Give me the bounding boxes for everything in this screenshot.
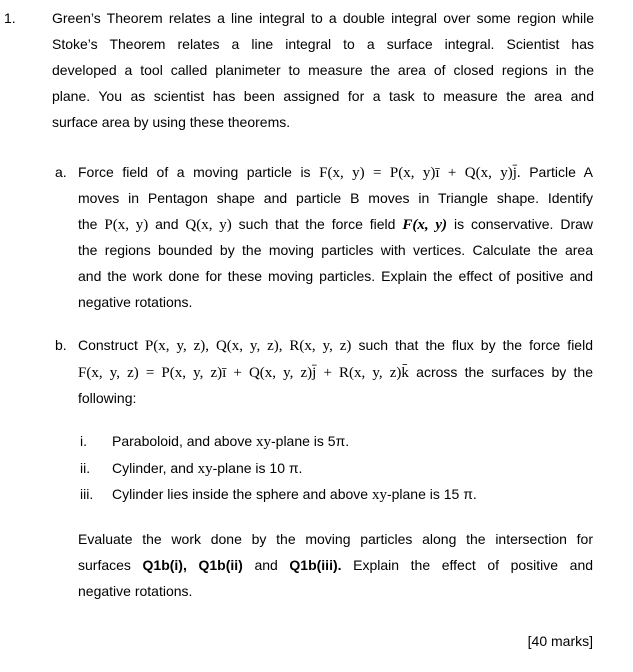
- subitem-iii-text: [112, 484, 477, 505]
- marks-label: [40 marks]: [527, 633, 593, 649]
- subitem-ii-text: [112, 458, 302, 479]
- intro-line-1: Green’s Theorem relates a line integral to a double integral over some region while: [52, 10, 594, 26]
- part-a-line-6: negative rotations.: [78, 294, 193, 310]
- evaluate-line-2-pre: surfaces: [78, 557, 131, 573]
- part-a-line-3-pre: the: [78, 216, 98, 232]
- part-b-line-1-post: such that the flux by the force field: [358, 337, 593, 353]
- part-a-line-3-end: is conservative. Draw: [453, 216, 594, 232]
- evaluate-line-3: negative rotations.: [78, 583, 193, 599]
- part-a-line-5: and the work done for these moving particles. Explain the effect of positive and: [78, 268, 593, 284]
- subitem-iii-pre: Cylinder lies inside the sphere and above: [112, 486, 369, 502]
- evaluate-line-2: [78, 555, 593, 575]
- part-a-line-4: the regions bounded by the moving particles with vertices. Calculate the area: [78, 242, 593, 258]
- part-a-line-1-post: Particle A: [529, 164, 594, 180]
- part-a-line-1-pre: Force field of a moving particle is: [78, 164, 311, 180]
- question-number: 1.: [4, 10, 16, 26]
- part-a-p-function: P(x, y): [104, 217, 149, 233]
- evaluate-line-2-post: Explain the effect of positive and: [353, 557, 594, 573]
- intro-line-3: developed a tool called planimeter to measure the area of closed regions in the: [52, 62, 594, 78]
- part-a-label: a.: [55, 164, 67, 180]
- part-a-line-3-post: such that the force field: [238, 216, 396, 232]
- subitem-iii-math: xy: [371, 487, 387, 503]
- subitem-ii-label: ii.: [80, 460, 91, 476]
- part-a-q-function: Q(x, y): [185, 217, 232, 233]
- part-a-line-3: [78, 214, 593, 235]
- part-a-line-3-mid: and: [155, 216, 179, 232]
- part-b-line-2: [78, 362, 593, 383]
- part-b-line-3: following:: [78, 390, 137, 406]
- part-a-line-2: moves in Pentagon shape and particle B moves in Triangle shape. Identify: [78, 190, 593, 206]
- subitem-iii-label: iii.: [80, 486, 94, 502]
- subitem-ii-post: -plane is 10 π.: [212, 460, 303, 476]
- ref-q1b-i: Q1b(i),: [142, 557, 187, 573]
- part-a-force-field-formula: F(x, y) = P(x, y)ī + Q(x, y)j̄.: [319, 165, 521, 181]
- evaluate-line-2-mid: and: [254, 557, 278, 573]
- intro-line-2: Stoke’s Theorem relates a line integral to a surface integral. Scientist has: [52, 36, 594, 52]
- ref-q1b-ii: Q1b(ii): [198, 557, 243, 573]
- subitem-iii-post: -plane is 15 π.: [386, 486, 477, 502]
- part-b-pqr-functions: P(x, y, z), Q(x, y, z), R(x, y, z): [144, 338, 352, 354]
- ref-q1b-iii: Q1b(iii).: [289, 557, 342, 573]
- intro-line-5: surface area by using these theorems.: [52, 114, 291, 130]
- part-a-line-1: [78, 162, 593, 183]
- part-a-f-function: F(x, y): [402, 217, 448, 233]
- intro-line-4: plane. You as scientist has been assigned for a task to measure the area and: [52, 88, 594, 104]
- part-b-line-1-pre: Construct: [78, 337, 138, 353]
- subitem-i-label: i.: [80, 433, 87, 449]
- subitem-ii-pre: Cylinder, and: [112, 460, 194, 476]
- part-b-label: b.: [55, 337, 67, 353]
- subitem-i-math: xy: [256, 434, 271, 450]
- part-b-force-field-formula: F(x, y, z) = P(x, y, z)ī + Q(x, y, z)j̄ + R(x, y, z)k̄: [78, 365, 409, 381]
- subitem-i-pre: Paraboloid, and above: [112, 433, 253, 449]
- evaluate-line-1: Evaluate the work done by the moving particles along the intersection for: [78, 531, 593, 547]
- subitem-i-post: -plane is 5π.: [271, 433, 350, 449]
- subitem-i-text: [112, 431, 349, 452]
- subitem-ii-math: xy: [197, 461, 213, 477]
- part-b-line-2-post: across the surfaces by the: [416, 364, 593, 380]
- part-b-line-1: [78, 335, 593, 356]
